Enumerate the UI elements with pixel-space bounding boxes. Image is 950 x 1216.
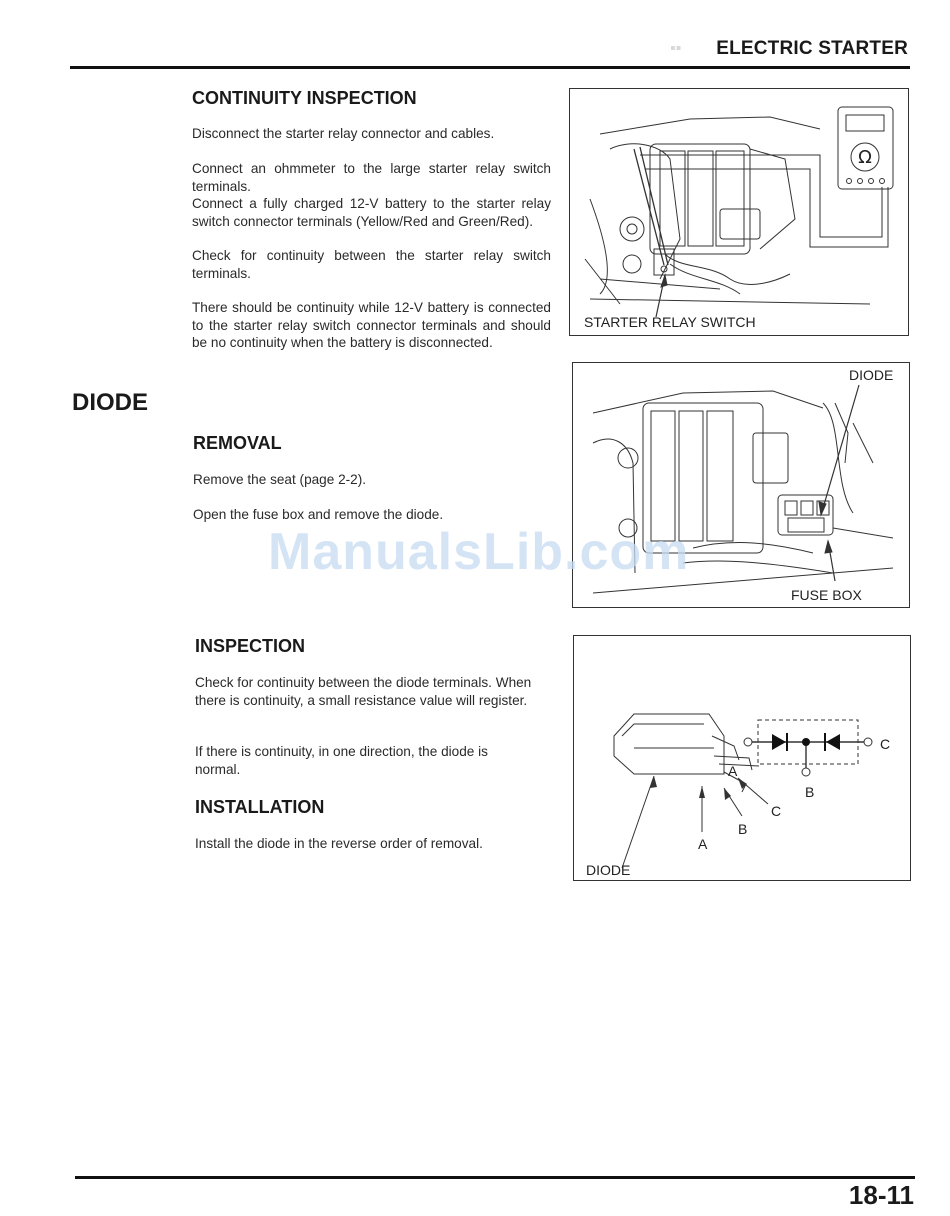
continuity-p5: There should be continuity while 12-V battery is connected to the starter relay switch connector terminals and should be no continuity when the battery is disconnected. <box>192 300 551 350</box>
watermark: ManualsLib.com <box>268 523 690 581</box>
inspection-p2: If there is continuity, in one direction, the diode is normal. <box>195 744 488 777</box>
fig3-part-label-c: C <box>771 803 782 819</box>
fig2-label-fusebox: FUSE BOX <box>791 587 862 603</box>
installation-p1: Install the diode in the reverse order of removal. <box>195 836 483 851</box>
footer-rule <box>75 1176 915 1179</box>
fig1-caption: STARTER RELAY SWITCH <box>584 314 756 330</box>
ghost-header-mark: ▪▪ <box>670 40 682 57</box>
header-rule <box>70 66 910 69</box>
figure-starter-relay-switch <box>569 88 909 336</box>
fig3-symbol-label-b: B <box>805 784 815 800</box>
installation-heading: INSTALLATION <box>195 797 325 817</box>
continuity-p4: Check for continuity between the starter relay switch terminals. <box>192 248 551 281</box>
fig3-symbol-label-c: C <box>880 736 891 752</box>
inspection-heading: INSPECTION <box>195 636 306 656</box>
removal-p2: Open the fuse box and remove the diode. <box>193 507 444 522</box>
removal-p1: Remove the seat (page 2-2). <box>193 472 367 487</box>
fig3-part-label-b: B <box>738 821 748 837</box>
ohmmeter-icon: Ω <box>858 147 872 168</box>
fig3-label-diode: DIODE <box>586 862 631 878</box>
diode-illustration <box>574 636 910 880</box>
fig2-label-diode: DIODE <box>849 367 894 383</box>
removal-heading: REMOVAL <box>193 433 282 453</box>
diode-section-title: DIODE <box>72 389 149 416</box>
fig3-symbol-label-a: A <box>728 763 738 779</box>
fig3-part-label-a: A <box>698 836 708 852</box>
page-number: 18-11 <box>848 1180 914 1210</box>
continuity-p1: Disconnect the starter relay connector and cables. <box>192 126 495 141</box>
continuity-heading: CONTINUITY INSPECTION <box>192 88 417 108</box>
section-header-title: ELECTRIC STARTER <box>716 38 908 59</box>
inspection-p1: Check for continuity between the diode terminals. When there is continuity, a small resistance value will register. <box>195 675 532 708</box>
continuity-p2: Connect an ohmmeter to the large starter relay switch terminals. <box>192 161 551 194</box>
continuity-p3: Connect a fully charged 12-V battery to the starter relay switch connector terminals (Yellow/Red and Green/Red). <box>192 196 551 229</box>
figure-diode-symbol <box>573 635 911 881</box>
starter-relay-illustration <box>570 89 908 335</box>
